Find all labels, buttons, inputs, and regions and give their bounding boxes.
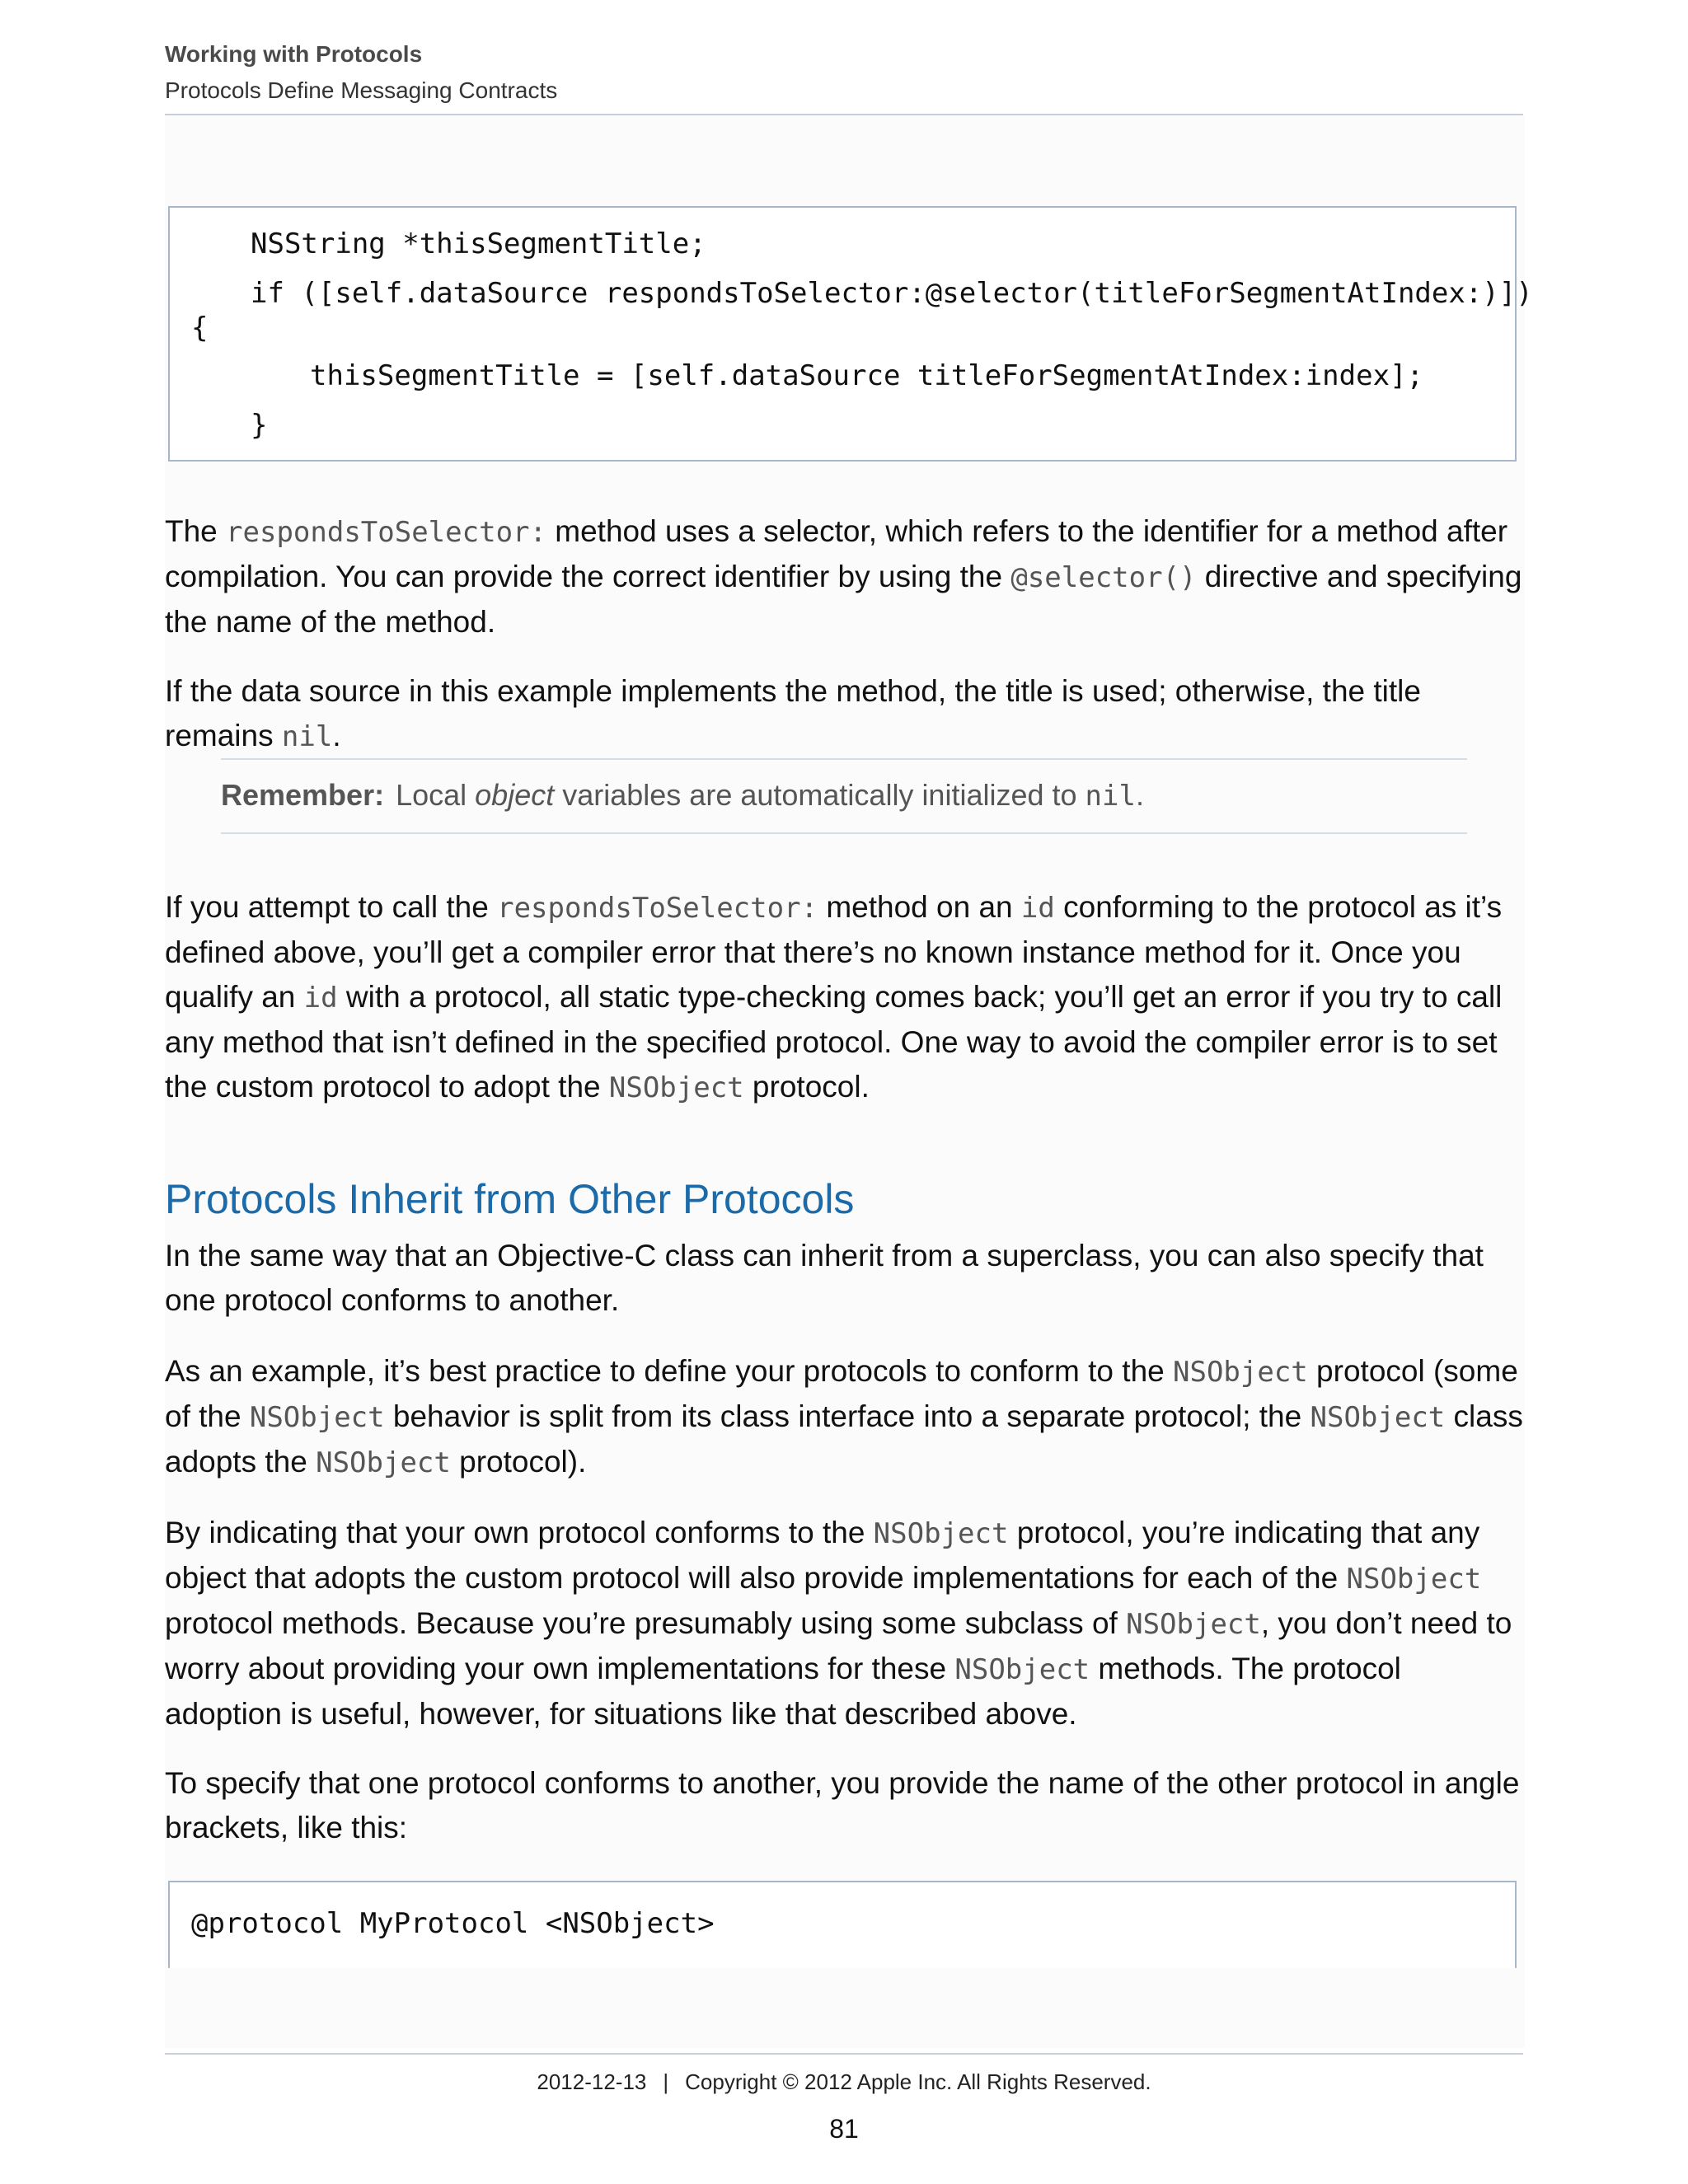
code-listing-1 — [168, 206, 1533, 462]
code-listing-2 — [168, 1881, 1517, 1968]
text-run: , you don’t need to worry about providing your own implementations for these — [165, 1606, 1512, 1685]
text-run: If you attempt to call the — [165, 890, 498, 924]
footer-copyright: Copyright © 2012 Apple Inc. All Rights Reserved. — [685, 2069, 1151, 2094]
inline-code: @selector() — [1010, 561, 1197, 594]
paragraph-inherit-intro: In the same way that an Objective-C class can inherit from a superclass, you can also specify that one protocol conforms to another. — [165, 1239, 1484, 1317]
text-run: method on an — [818, 890, 1021, 924]
inline-code: NSObject — [1346, 1563, 1482, 1596]
inline-code: NSObject — [249, 1401, 385, 1434]
paragraph-angle-brackets: To specify that one protocol conforms to another, you provide the name of the other protocol in angle brackets, like this: — [165, 1766, 1520, 1844]
text-run: protocol methods. Because you’re presumably using some subclass of — [165, 1606, 1127, 1640]
header-chapter-title: Working with Protocols — [165, 41, 423, 67]
inline-code: nil — [1085, 780, 1136, 813]
page-number: 81 — [829, 2114, 859, 2144]
code-line: } — [251, 409, 268, 442]
footer-date: 2012-12-13 — [537, 2069, 647, 2094]
text-run: with a protocol, all static type-checking comes back; you’ll get an error if you try to call any method that isn’t defined in the specified protocol. One way to avoid the compiler error is to set the custom protocol to adopt the — [165, 980, 1503, 1104]
inline-code: NSObject — [1126, 1608, 1261, 1641]
section-heading: Protocols Inherit from Other Protocols — [165, 1176, 855, 1222]
footer-separator: | — [663, 2069, 669, 2094]
text-run: protocol). — [450, 1445, 587, 1479]
code-line: @protocol MyProtocol <NSObject> — [191, 1907, 715, 1940]
paragraph-compiler-error — [165, 885, 1525, 1110]
text-run: variables are automatically initialized to — [554, 778, 1085, 812]
text-run: behavior is split from its class interface into a separate protocol; the — [384, 1399, 1311, 1433]
code-line: thisSegmentTitle = [self.dataSource titleForSegmentAtIndex:index]; — [310, 359, 1424, 392]
text-run: If the data source in this example implements the method, the title is used; otherwise, the title remains — [165, 674, 1421, 752]
text-run: Local — [396, 778, 476, 812]
text-run: The — [165, 514, 227, 548]
footer — [165, 2067, 1523, 2097]
paragraph-conformance-explanation — [165, 1511, 1525, 1736]
inline-code: NSObject — [316, 1446, 451, 1479]
inline-code: id — [303, 982, 338, 1015]
code-line: { — [191, 312, 209, 344]
text-run: By indicating that your own protocol conforms to the — [165, 1516, 874, 1549]
text-run: method uses a selector, which refers to the identifier for a method after compilation. You can provide the correct identifier by using the — [165, 514, 1508, 593]
paragraph-data-source — [165, 669, 1525, 759]
text-run: conforming to the protocol as it’s defined above, you’ll get a compiler error that there’s no known instance method for it. Once you qualify an — [165, 890, 1503, 1014]
emphasis: object — [475, 778, 555, 812]
header-section-title: Protocols Define Messaging Contracts — [165, 77, 558, 103]
text-run: class adopts the — [165, 1399, 1523, 1479]
inline-code: NSObject — [954, 1653, 1090, 1686]
text-run: . — [1135, 778, 1144, 812]
text-run: . — [332, 719, 341, 752]
footer-divider — [165, 2053, 1523, 2055]
inline-code: NSObject — [873, 1517, 1009, 1550]
running-header — [165, 40, 1523, 105]
header-divider — [165, 114, 1523, 115]
inline-code: NSObject — [1173, 1356, 1308, 1389]
code-line: NSString *thisSegmentTitle; — [251, 227, 706, 260]
inline-code: respondsToSelector: — [226, 516, 546, 549]
inline-code: NSObject — [1310, 1401, 1446, 1434]
text-run: protocol, you’re indicating that any object that adopts the custom protocol will also provide implementations for each of the — [165, 1516, 1480, 1595]
paragraph-nsobject-example — [165, 1349, 1525, 1485]
inline-code: respondsToSelector: — [497, 892, 818, 925]
text-run: As an example, it’s best practice to define your protocols to conform to the — [165, 1354, 1174, 1388]
code-line: if ([self.dataSource respondsToSelector:@selector(titleForSegmentAtIndex:)]) — [251, 277, 1533, 310]
text-run: protocol. — [743, 1070, 870, 1104]
text-run: methods. The protocol adoption is useful, however, for situations like that described above. — [165, 1652, 1401, 1731]
text-run: protocol (some of the — [165, 1354, 1518, 1433]
note-label: Remember: — [221, 778, 385, 812]
paragraph-responds-to-selector — [165, 509, 1525, 644]
inline-code: id — [1020, 892, 1055, 925]
inline-code: NSObject — [608, 1071, 744, 1104]
text-run: directive and specifying the name of the method. — [165, 560, 1522, 639]
inline-code: nil — [281, 720, 333, 753]
remember-note — [221, 758, 1467, 834]
